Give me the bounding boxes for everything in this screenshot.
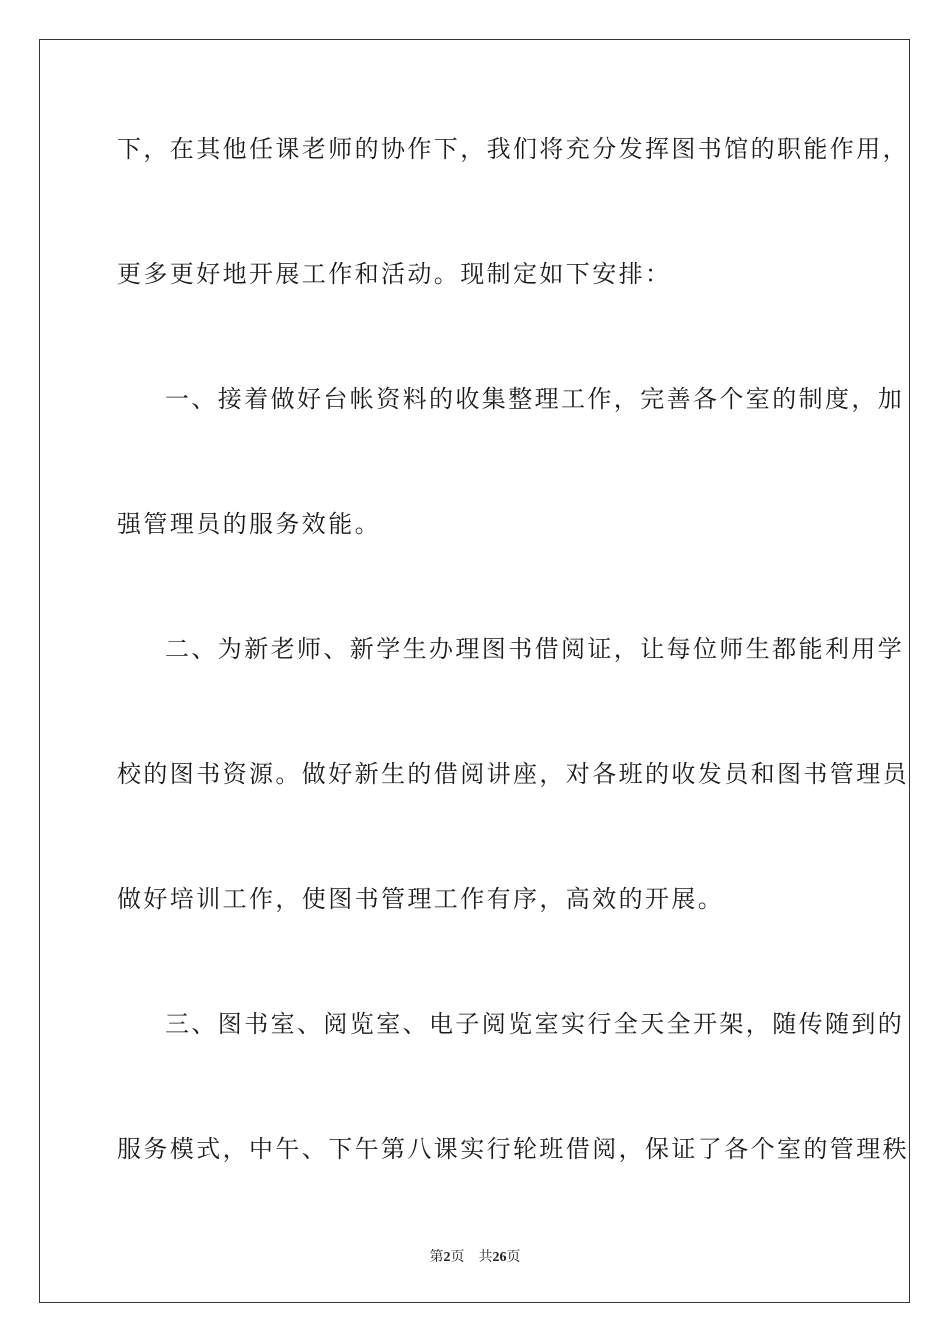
total-prefix: 共 [478,1249,493,1265]
text-line: 做好培训工作，使图书管理工作有序，高效的开展。 [117,885,725,913]
text-line: 强管理员的服务效能。 [117,510,381,538]
page-footer [0,1248,950,1267]
total-suffix: 页 [506,1249,521,1265]
text-line: 校的图书资源。做好新生的借阅讲座，对各班的收发员和图书管理员 [117,760,909,788]
paragraph-start-line: 三、图书室、阅览室、电子阅览室实行全天全开架，随传随到的 [165,1010,905,1038]
paragraph-start-line: 二、为新老师、新学生办理图书借阅证，让每位师生都能利用学 [165,635,905,663]
page-border [39,39,910,1303]
page-prefix: 第 [429,1249,444,1265]
page-suffix: 页 [450,1249,465,1265]
page-number: 2 [443,1250,451,1265]
text-line: 更多更好地开展工作和活动。现制定如下安排： [117,260,672,288]
total-pages: 26 [492,1250,507,1265]
text-line: 下，在其他任课老师的协作下，我们将充分发挥图书馆的职能作用， [117,135,909,163]
text-line: 服务模式，中午、下午第八课实行轮班借阅，保证了各个室的管理秩 [117,1135,909,1163]
paragraph-start-line: 一、接着做好台帐资料的收集整理工作，完善各个室的制度，加 [165,385,905,413]
